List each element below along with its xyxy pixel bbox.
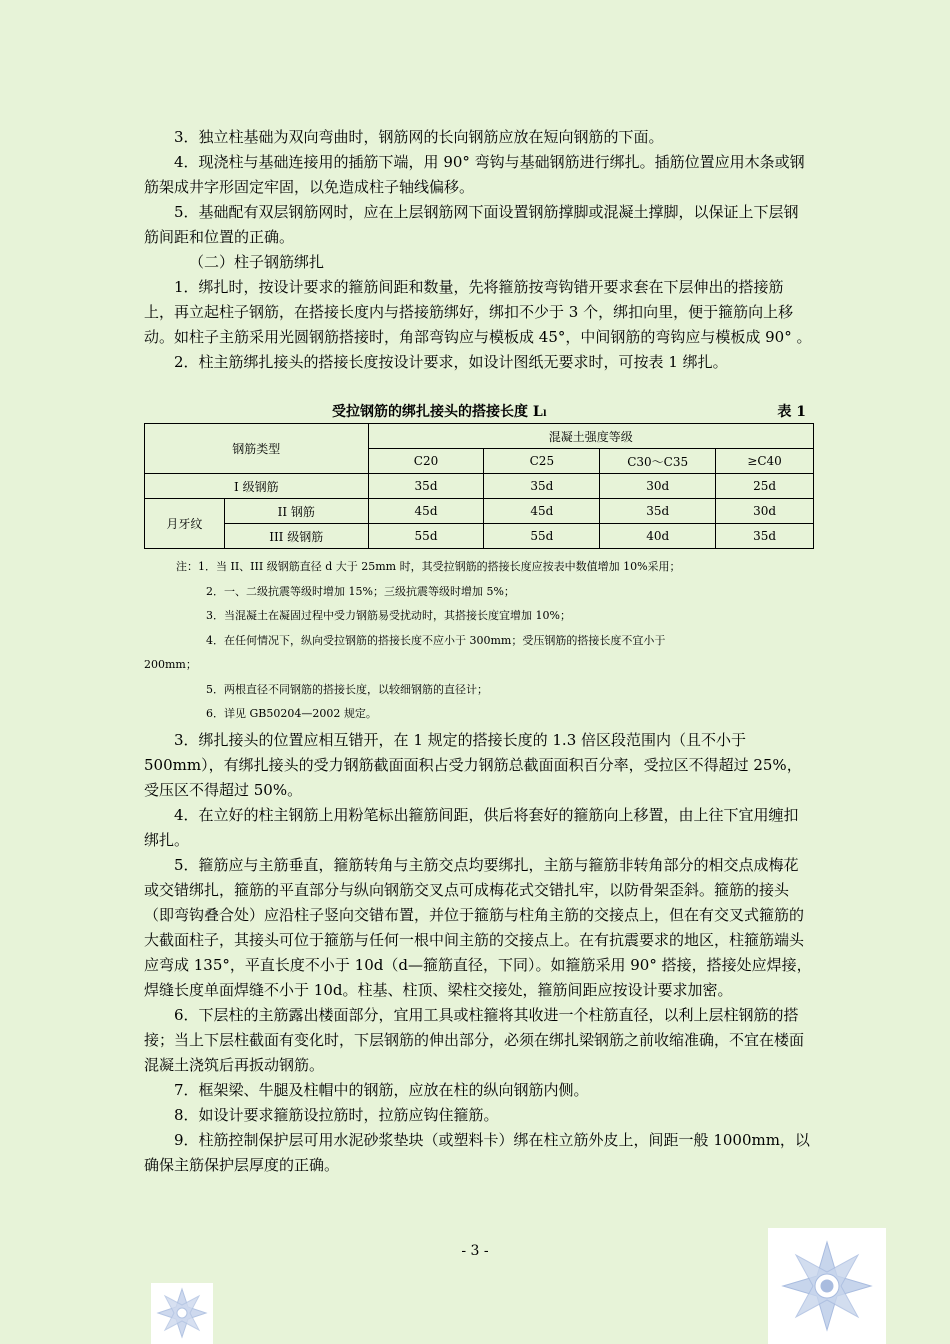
note-item: 4．在任何情况下，纵向受拉钢筋的搭接长度不应小于 300mm；受压钢筋的搭接长度不宜小于 [206,633,666,647]
table-cell: 45d [484,499,600,524]
table-cell: 45d [368,499,484,524]
table-cell: 35d [484,474,600,499]
paragraph: 3．独立柱基础为双向弯曲时，钢筋网的长向钢筋应放在短向钢筋的下面。 [174,128,664,146]
paragraph: 4．现浇柱与基础连接用的插筋下端，用 90° 弯钩与基础钢筋进行绑扎。插筋位置应用木条或钢筋架成井字形固定牢固，以免造成柱子轴线偏移。 [144,153,805,196]
header-concrete-grade: 混凝土强度等级 [368,424,813,449]
row-label: I 级钢筋 [145,474,369,499]
paragraph: 8．如设计要求箍筋设拉筋时，拉筋应钩住箍筋。 [174,1106,499,1124]
section-heading: （二）柱子钢筋绑扎 [189,253,325,271]
note-item: 6．详见 GB50204—2002 规定。 [206,707,377,720]
table-cell: 35d [368,474,484,499]
note-item: 2．一、二级抗震等级时增加 15%；三级抗震等级时增加 5%； [206,584,515,598]
paragraph: 6．下层柱的主筋露出楼面部分，宜用工具或柱箍将其收进一个柱筋直径，以利上层柱钢筋的搭接；当上下层柱截面有变化时，下层钢筋的伸出部分，必须在绑扎梁钢筋之前收缩准确，不宜在楼面混凝土浇筑后再扳动钢筋。 [144,1006,805,1074]
header-steel-type: 钢筋类型 [145,424,369,474]
table-cell: 55d [484,524,600,549]
paragraph: 9．柱筋控制保护层可用水泥砂浆垫块（或塑料卡）绑在柱立筋外皮上，间距一般 1000mm，以确保主筋保护层厚度的正确。 [144,1131,810,1174]
table-cell: 30d [716,499,814,524]
table-notes [144,555,812,727]
upper-text-block [144,125,812,375]
table-cell: 40d [600,524,716,549]
table-caption [144,401,812,421]
table-cell: 25d [716,474,814,499]
table-row [145,524,814,549]
paragraph: 3．绑扎接头的位置应相互错开，在 1 规定的搭接长度的 1.3 倍区段范围内（且不小于 500mm），有绑扎接头的受力钢筋截面面积占受力钢筋总截面面积百分率，受拉区不得超过 25%，受压区不得超过 50%。 [144,731,802,799]
note-item-continuation: 200mm； [144,658,197,671]
table-row [145,474,814,499]
table-cell: 55d [368,524,484,549]
lower-text-block [144,728,812,1178]
grade-header: C20 [368,449,484,474]
paragraph: 4．在立好的柱主钢筋上用粉笔标出箍筋间距，供后将套好的箍筋向上移置，由上往下宜用缠扣绑扎。 [144,806,799,849]
paragraph: 2．柱主筋绑扎接头的搭接长度按设计要求，如设计图纸无要求时，可按表 1 绑扎。 [174,353,728,371]
row-label: III 级钢筋 [224,524,368,549]
table-row [145,499,814,524]
snowflake-ornament-icon [768,1228,886,1344]
table-cell: 30d [600,474,716,499]
row-group-label: 月牙纹 [145,499,225,549]
grade-header: C25 [484,449,600,474]
table-cell: 35d [716,524,814,549]
grade-header: C30～C35 [600,449,716,474]
table-title: 受拉钢筋的绑扎接头的搭接长度 Lₗ [332,404,547,420]
grade-header: ≥C40 [716,449,814,474]
table-number: 表 1 [777,404,806,420]
table-cell: 35d [600,499,716,524]
note-item: 注：1．当 II、III 级钢筋直径 d 大于 25mm 时，其受拉钢筋的搭接长度应按表中数值增加 10%采用； [176,560,681,573]
paragraph: 5．基础配有双层钢筋网时，应在上层钢筋网下面设置钢筋撑脚或混凝土撑脚，以保证上下层钢筋间距和位置的正确。 [144,203,799,246]
note-item: 3．当混凝土在凝固过程中受力钢筋易受扰动时，其搭接长度宜增加 10%； [206,609,571,622]
lap-length-table [144,423,814,549]
paragraph: 5．箍筋应与主筋垂直，箍筋转角与主筋交点均要绑扎，主筋与箍筋非转角部分的相交点成梅花或交错绑扎，箍筋的平直部分与纵向钢筋交叉点可成梅花式交错扎牢，以防骨架歪斜。箍筋的接头（即弯钩叠合处）应沿柱子竖向交错布置，并位于箍筋与柱角主筋的交接点上，但在有交叉式箍筋的大截面柱子，其接头可位于箍筋与任何一根中间主筋的交接点上。在有抗震要求的地区，柱箍筋端头应弯成 135°，平直长度不小于 10d（d—箍筋直径，下同）。如箍筋采用 90° 搭接，搭接处应焊接，焊缝长度单面焊缝不小于 10d。柱基、柱顶、梁柱交接处，箍筋间距应按设计要求加密。 [144,856,812,999]
row-label: II 钢筋 [224,499,368,524]
paragraph: 7．框架梁、牛腿及柱帽中的钢筋，应放在柱的纵向钢筋内侧。 [174,1081,589,1099]
paragraph: 1．绑扎时，按设计要求的箍筋间距和数量，先将箍筋按弯钩错开要求套在下层伸出的搭接筋上，再立起柱子钢筋，在搭接长度内与搭接筋绑好，绑扣不少于 3 个，绑扣向里，便于箍筋向上移动。如柱子主筋采用光圆钢筋搭接时，角部弯钩应与模板成 45°，中间钢筋的弯钩应与模板成 90° 。 [144,278,812,346]
note-item: 5．两根直径不同钢筋的搭接长度，以较细钢筋的直径计； [206,682,488,696]
page-number: - 3 - [461,1243,489,1259]
snowflake-ornament-icon [151,1283,213,1344]
